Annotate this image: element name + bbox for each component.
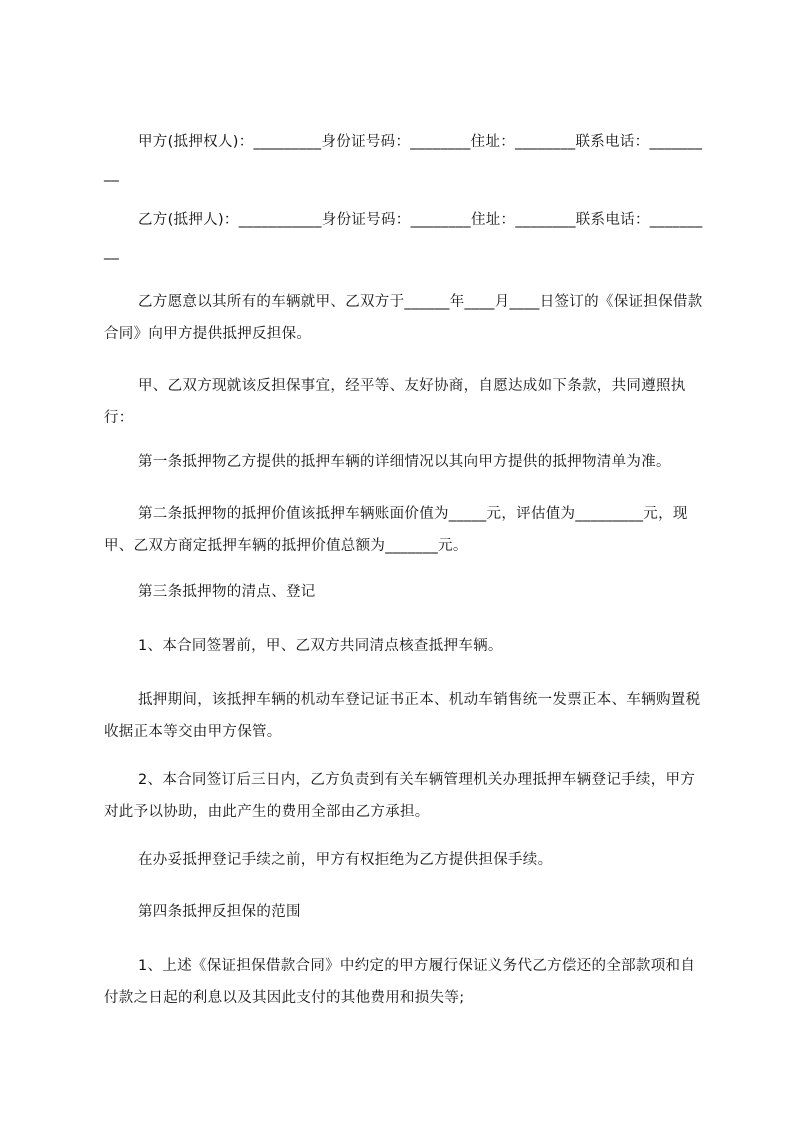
agreement-paragraph: 甲、乙双方现就该反担保事宜，经平等、友好协商，自愿达成如下条款，共同遵照执行：	[104, 378, 686, 426]
refusal-paragraph: 在办妥抵押登记手续之前，甲方有权拒绝为乙方提供担保手续。	[138, 852, 553, 868]
intro-paragraph: 乙方愿意以其所有的车辆就甲、乙双方于______年____月____日签订的《保证担保借款合同》向甲方提供抵押反担保。	[104, 294, 703, 342]
article-4-item-1: 1、上述《保证担保借款合同》中约定的甲方履行保证义务代乙方偿还的全部款项和自付款之日起的利息以及其因此支付的其他费用和损失等;	[104, 958, 696, 1006]
party-a-info: 甲方(抵押权人)：_________身份证号码：________住址：________联系电话：_________	[104, 134, 703, 182]
article-4-heading: 第四条抵押反担保的范围	[138, 904, 301, 920]
article-3-item-1: 1、本合同签署前，甲、乙双方共同清点核查抵押车辆。	[138, 638, 503, 654]
article-3-heading: 第三条抵押物的清点、登记	[138, 584, 316, 600]
article-3-item-2: 2、本合同签订后三日内，乙方负责到有关车辆管理机关办理抵押车辆登记手续，甲方对此予以协助，由此产生的费用全部由乙方承担。	[104, 772, 696, 820]
article-2: 第二条抵押物的抵押价值该抵押车辆账面价值为_____元，评估值为_________元，现甲、乙双方商定抵押车辆的抵押价值总额为_______元。	[104, 506, 688, 554]
article-1: 第一条抵押物乙方提供的抵押车辆的详细情况以其向甲方提供的抵押物清单为准。	[138, 454, 671, 470]
party-b-info: 乙方(抵押人)：___________身份证号码：________住址：________联系电话：_________	[104, 212, 703, 260]
custody-paragraph: 抵押期间，该抵押车辆的机动车登记证书正本、机动车销售统一发票正本、车辆购置税收据正本等交由甲方保管。	[104, 692, 701, 740]
